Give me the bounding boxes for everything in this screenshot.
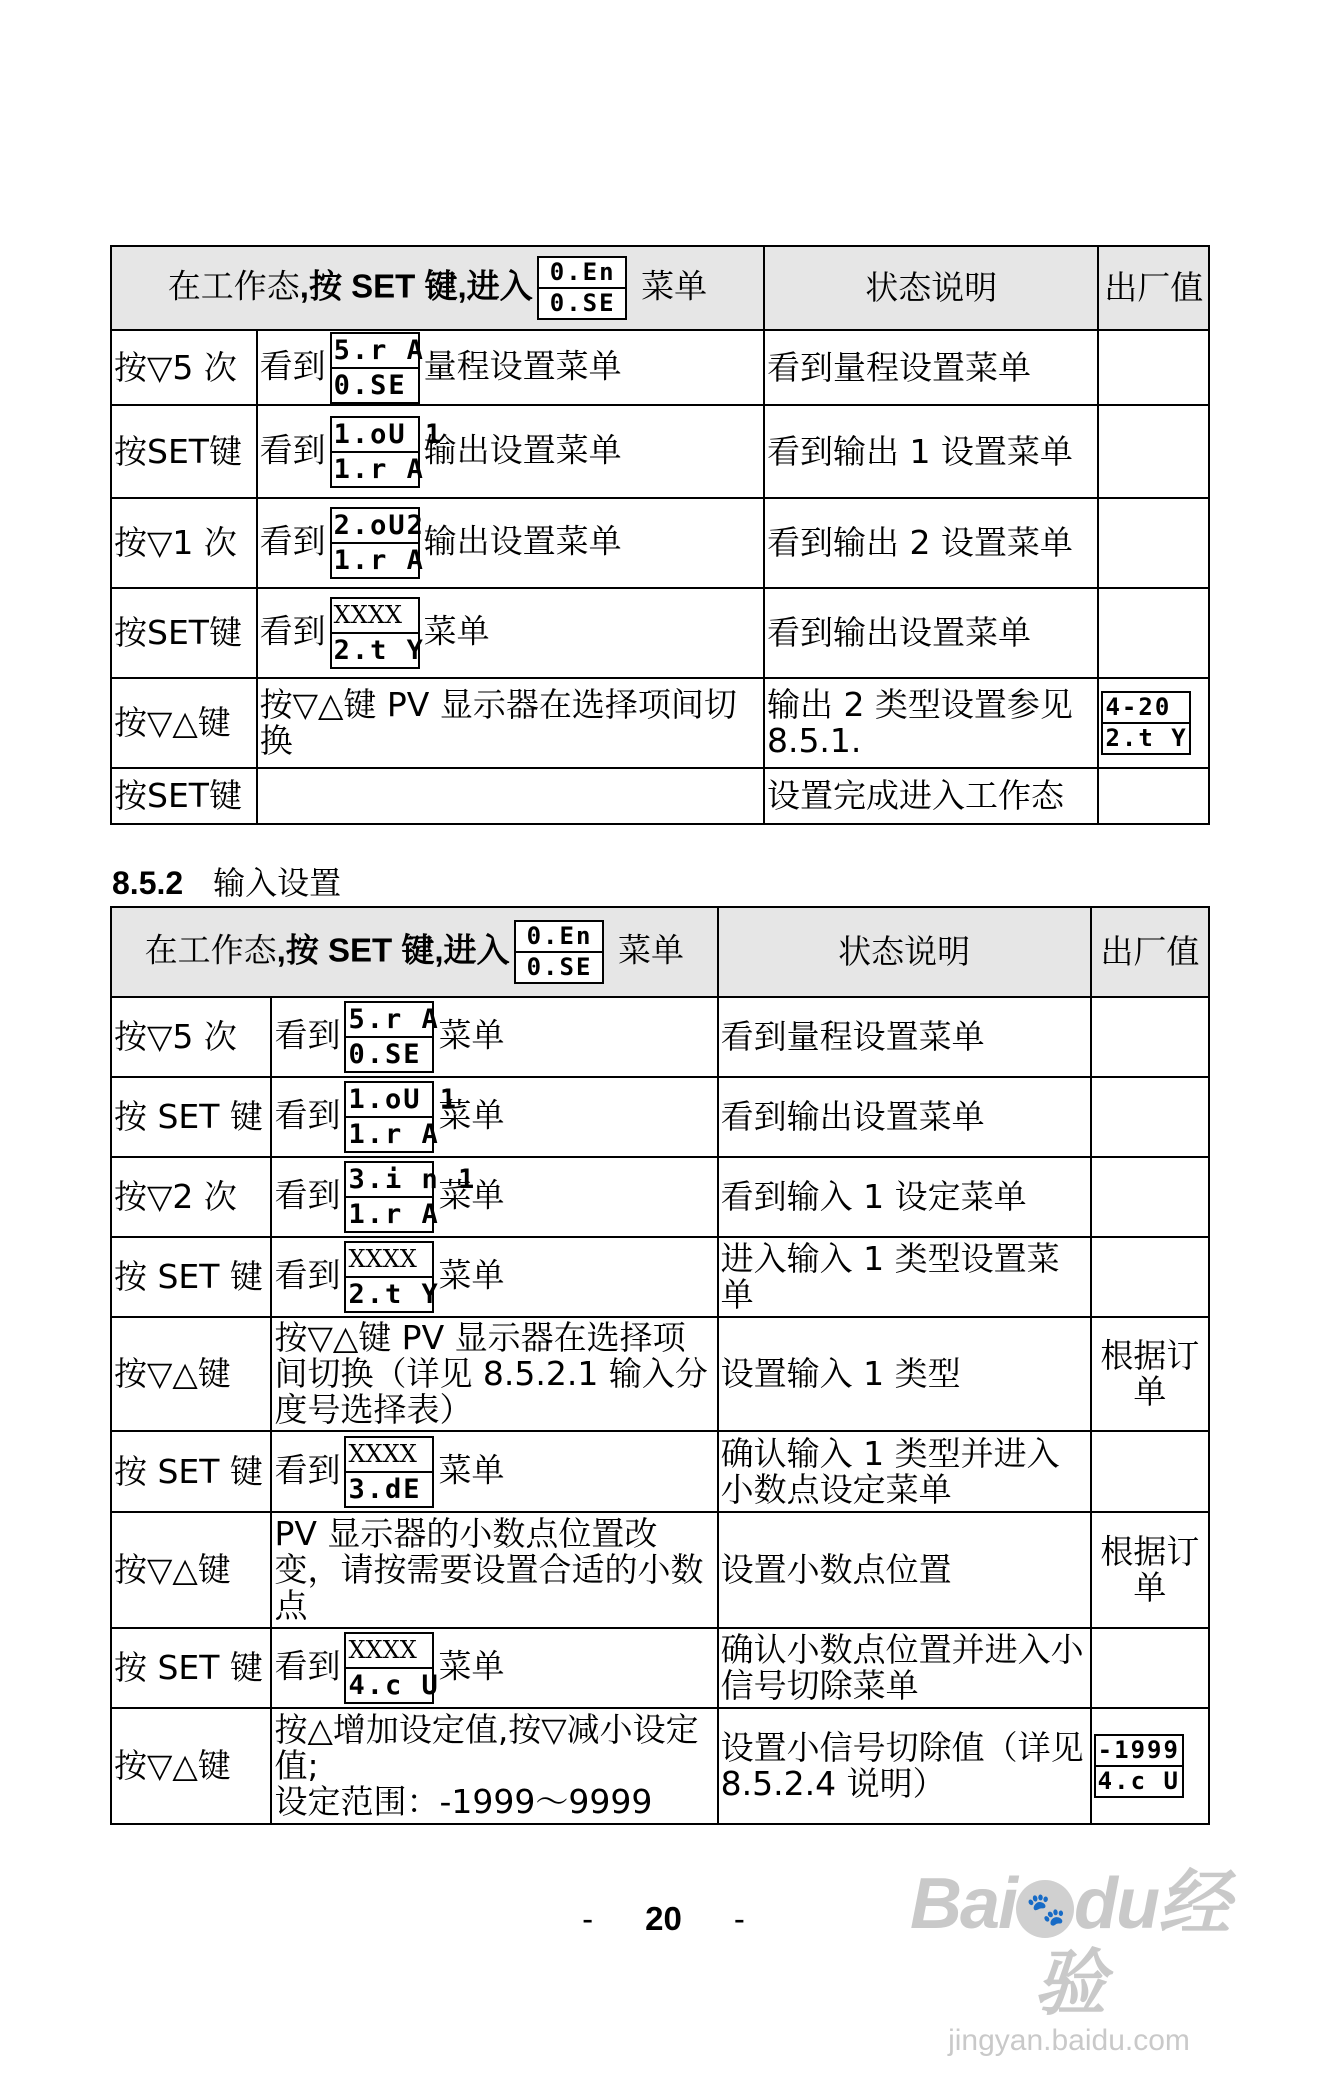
display-cell xyxy=(271,1237,717,1317)
factory-cell xyxy=(1098,498,1209,588)
status-cell: 设置小信号切除值（详见 8.5.2.4 说明） xyxy=(718,1708,1091,1824)
status-cell: 确认输入 1 类型并进入小数点设定菜单 xyxy=(718,1431,1091,1512)
lcd-display-icon xyxy=(1094,1734,1184,1798)
lcd-bottom-text: 1.r A xyxy=(348,1199,440,1230)
range-line: 设定范围：-1999～9999 xyxy=(274,1782,653,1821)
lcd-bottom-text: 4.c U xyxy=(1097,1767,1180,1795)
header-text: ,按 xyxy=(276,931,328,969)
menu-text: 输出设置菜单 xyxy=(423,430,622,469)
header-text: 在工作态 xyxy=(144,930,277,970)
status-cell: 看到输入 1 设定菜单 xyxy=(718,1157,1091,1237)
watermark-logo-text: 经验 xyxy=(1033,1864,1229,2024)
factory-cell xyxy=(1098,768,1209,824)
table-row xyxy=(111,588,1209,678)
key-action-cell: 按▽5 次 xyxy=(111,330,257,405)
table-row xyxy=(111,405,1209,498)
table-row xyxy=(111,1708,1209,1824)
factory-cell xyxy=(1091,1077,1209,1157)
menu-text: 菜单 xyxy=(438,1450,505,1489)
status-cell: 确认小数点位置并进入小信号切除菜单 xyxy=(718,1628,1091,1708)
lcd-display-icon xyxy=(344,1081,458,1153)
action-cell xyxy=(257,768,764,824)
key-action-cell: 按▽△键 xyxy=(111,1317,271,1431)
display-cell xyxy=(271,1077,717,1157)
see-text: 看到 xyxy=(274,1175,341,1215)
lcd-top-text: 0.En xyxy=(539,258,625,289)
menu-text: 菜单 xyxy=(423,611,490,651)
lcd-display-icon xyxy=(344,1632,440,1704)
menu-text: 菜单 xyxy=(438,1175,505,1215)
lcd-bottom-text: 1.r A xyxy=(348,1119,440,1150)
factory-cell xyxy=(1091,1628,1209,1708)
lcd-display-icon xyxy=(330,507,425,579)
table-row xyxy=(111,330,1209,405)
factory-cell: 根据订单 xyxy=(1091,1512,1209,1628)
key-action-cell: 按▽5 次 xyxy=(111,997,271,1077)
key-action-cell: 按 SET 键 xyxy=(111,1077,271,1157)
table-row xyxy=(111,1431,1209,1512)
lcd-display-icon xyxy=(1101,691,1191,755)
watermark-logo-text: Bai xyxy=(909,1864,1017,1944)
header-text: 菜单 xyxy=(630,266,708,306)
lcd-bottom-text: 0.SE xyxy=(333,369,407,401)
set-key-label: SET xyxy=(327,931,393,969)
key-action-cell: 按SET键 xyxy=(111,405,257,498)
section-title: 输入设置 xyxy=(213,864,342,902)
lcd-top-text: -1999 xyxy=(1096,1736,1182,1767)
lcd-bottom-text: 2.t Y xyxy=(1105,724,1188,752)
action-cell xyxy=(271,1708,717,1824)
lcd-top-text: 0.En xyxy=(516,922,602,953)
see-text: 看到 xyxy=(259,611,326,651)
status-cell: 设置输入 1 类型 xyxy=(718,1317,1091,1431)
lcd-display-icon xyxy=(344,1001,440,1073)
menu-text: 菜单 xyxy=(438,1015,505,1055)
key-action-cell: 按SET键 xyxy=(111,588,257,678)
see-text: 看到 xyxy=(274,1015,341,1055)
lcd-bottom-text: 0.SE xyxy=(549,289,616,317)
watermark-url: jingyan.baidu.com xyxy=(948,2024,1190,2057)
display-cell xyxy=(257,330,764,405)
lcd-top-text: 4-20 xyxy=(1103,693,1189,724)
header-text: 在工作态 xyxy=(167,266,300,306)
key-action-cell: 按SET键 xyxy=(111,768,257,824)
status-cell: 设置完成进入工作态 xyxy=(764,768,1099,824)
table-row xyxy=(111,1317,1209,1431)
key-action-cell: 按▽△键 xyxy=(111,1512,271,1628)
header-text: 键,进入 xyxy=(415,267,533,305)
lcd-top-text: XXXX xyxy=(346,1438,432,1473)
lcd-display-icon xyxy=(344,1241,440,1313)
display-cell xyxy=(257,498,764,588)
status-column-header: 状态说明 xyxy=(764,246,1099,330)
lcd-display-icon xyxy=(330,332,425,404)
table-row xyxy=(111,1628,1209,1708)
section-heading xyxy=(112,865,341,901)
factory-cell xyxy=(1098,330,1209,405)
input-settings-table xyxy=(110,906,1210,1825)
see-text: 看到 xyxy=(274,1255,341,1295)
action-cell: 按▽△键 PV 显示器在选择项间切换（详见 8.5.2.1 输入分度号选择表） xyxy=(271,1317,717,1431)
menu-text: 输出设置菜单 xyxy=(423,521,622,561)
display-cell xyxy=(271,1157,717,1237)
lcd-bottom-text: 0.SE xyxy=(348,1039,422,1070)
paw-icon: 🐾 xyxy=(1016,1880,1074,1938)
factory-cell xyxy=(1091,1708,1209,1824)
lcd-bottom-text: 2.t Y xyxy=(348,1279,440,1310)
see-text: 看到 xyxy=(259,430,326,469)
display-cell xyxy=(271,997,717,1077)
lcd-display-icon xyxy=(344,1436,434,1508)
lcd-display-icon xyxy=(330,416,444,488)
page-dash: - xyxy=(733,1900,745,1937)
status-cell: 看到输出设置菜单 xyxy=(718,1077,1091,1157)
section-number: 8.5.2 xyxy=(112,865,184,901)
lcd-bottom-text: 0.SE xyxy=(526,953,593,981)
header-text: 键,进入 xyxy=(392,931,510,969)
table-row xyxy=(111,1157,1209,1237)
watermark-logo xyxy=(899,1864,1239,2024)
key-action-cell: 按 SET 键 xyxy=(111,1431,271,1512)
see-text: 看到 xyxy=(274,1646,341,1686)
key-action-cell: 按 SET 键 xyxy=(111,1628,271,1708)
status-cell: 看到输出设置菜单 xyxy=(764,588,1099,678)
set-key-label: SET xyxy=(351,267,416,305)
display-cell xyxy=(257,405,764,498)
key-action-cell: 按▽△键 xyxy=(111,1708,271,1824)
lcd-top-text: XXXX xyxy=(332,599,418,634)
menu-text: 菜单 xyxy=(438,1646,505,1686)
see-text: 看到 xyxy=(259,346,326,385)
lcd-top-text: 1.oU 1 xyxy=(332,418,418,453)
lcd-bottom-text: 1.r A xyxy=(333,545,425,576)
action-cell: 按▽△键 PV 显示器在选择项间切换 xyxy=(257,678,764,768)
lcd-bottom-text: 1.r A xyxy=(333,453,425,485)
output-settings-table xyxy=(110,245,1210,825)
factory-column-header: 出厂值 xyxy=(1091,907,1209,997)
status-cell: 设置小数点位置 xyxy=(718,1512,1091,1628)
lcd-top-text: 3.i n 1 xyxy=(346,1163,432,1198)
status-cell: 看到输出 2 设置菜单 xyxy=(764,498,1099,588)
factory-cell xyxy=(1091,1431,1209,1512)
header-instruction xyxy=(111,907,718,997)
table-row xyxy=(111,1512,1209,1628)
menu-text: 量程设置菜单 xyxy=(423,346,622,385)
status-cell: 看到量程设置菜单 xyxy=(764,330,1099,405)
lcd-display-icon xyxy=(330,597,425,669)
page-number-value: 20 xyxy=(645,1900,682,1937)
key-action-cell: 按 SET 键 xyxy=(111,1237,271,1317)
table-header-row xyxy=(111,246,1209,330)
status-column-header: 状态说明 xyxy=(718,907,1091,997)
lcd-top-text: XXXX xyxy=(346,1634,432,1669)
lcd-top-text: 5.r A xyxy=(346,1003,432,1038)
table-row xyxy=(111,1237,1209,1317)
key-action-cell: 按▽△键 xyxy=(111,678,257,768)
factory-cell xyxy=(1098,405,1209,498)
key-action-cell: 按▽2 次 xyxy=(111,1157,271,1237)
page-dash: - xyxy=(582,1900,594,1937)
status-cell: 进入输入 1 类型设置菜单 xyxy=(718,1237,1091,1317)
lcd-top-text: 2.oU2 xyxy=(332,509,418,544)
lcd-bottom-text: 3.dE xyxy=(348,1473,422,1505)
factory-column-header: 出厂值 xyxy=(1098,246,1209,330)
lcd-display-icon xyxy=(537,256,627,320)
factory-cell xyxy=(1098,588,1209,678)
lcd-top-text: 5.r A xyxy=(332,334,418,369)
factory-cell xyxy=(1091,997,1209,1077)
display-cell xyxy=(271,1628,717,1708)
factory-cell: 根据订单 xyxy=(1091,1317,1209,1431)
header-text: 菜单 xyxy=(607,930,685,970)
lcd-top-text: 1.oU 1 xyxy=(346,1083,432,1118)
see-text: 看到 xyxy=(259,521,326,561)
lcd-top-text: XXXX xyxy=(346,1243,432,1278)
header-instruction xyxy=(111,246,764,330)
status-cell: 输出 2 类型设置参见 8.5.1. xyxy=(764,678,1099,768)
menu-text: 菜单 xyxy=(438,1095,505,1135)
watermark-logo-text: du xyxy=(1074,1864,1158,1944)
lcd-bottom-text: 4.c U xyxy=(348,1670,440,1701)
action-line: 按△增加设定值,按▽减小设定值; xyxy=(274,1710,699,1785)
table-row xyxy=(111,1077,1209,1157)
table-row xyxy=(111,997,1209,1077)
factory-cell xyxy=(1091,1237,1209,1317)
table-row xyxy=(111,498,1209,588)
table-row xyxy=(111,678,1209,768)
factory-cell xyxy=(1091,1157,1209,1237)
status-cell: 看到量程设置菜单 xyxy=(718,997,1091,1077)
display-cell xyxy=(257,588,764,678)
baidu-jingyan-watermark xyxy=(899,1864,1239,2058)
table-row xyxy=(111,768,1209,824)
menu-text: 菜单 xyxy=(438,1255,505,1295)
factory-cell xyxy=(1098,678,1209,768)
table-header-row xyxy=(111,907,1209,997)
lcd-display-icon xyxy=(514,920,604,984)
display-cell xyxy=(271,1431,717,1512)
see-text: 看到 xyxy=(274,1450,341,1489)
key-action-cell: 按▽1 次 xyxy=(111,498,257,588)
action-cell: PV 显示器的小数点位置改变，请按需要设置合适的小数点 xyxy=(271,1512,717,1628)
header-text: ,按 xyxy=(299,267,352,305)
status-cell: 看到输出 1 设置菜单 xyxy=(764,405,1099,498)
see-text: 看到 xyxy=(274,1095,341,1135)
lcd-bottom-text: 2.t Y xyxy=(333,635,425,666)
